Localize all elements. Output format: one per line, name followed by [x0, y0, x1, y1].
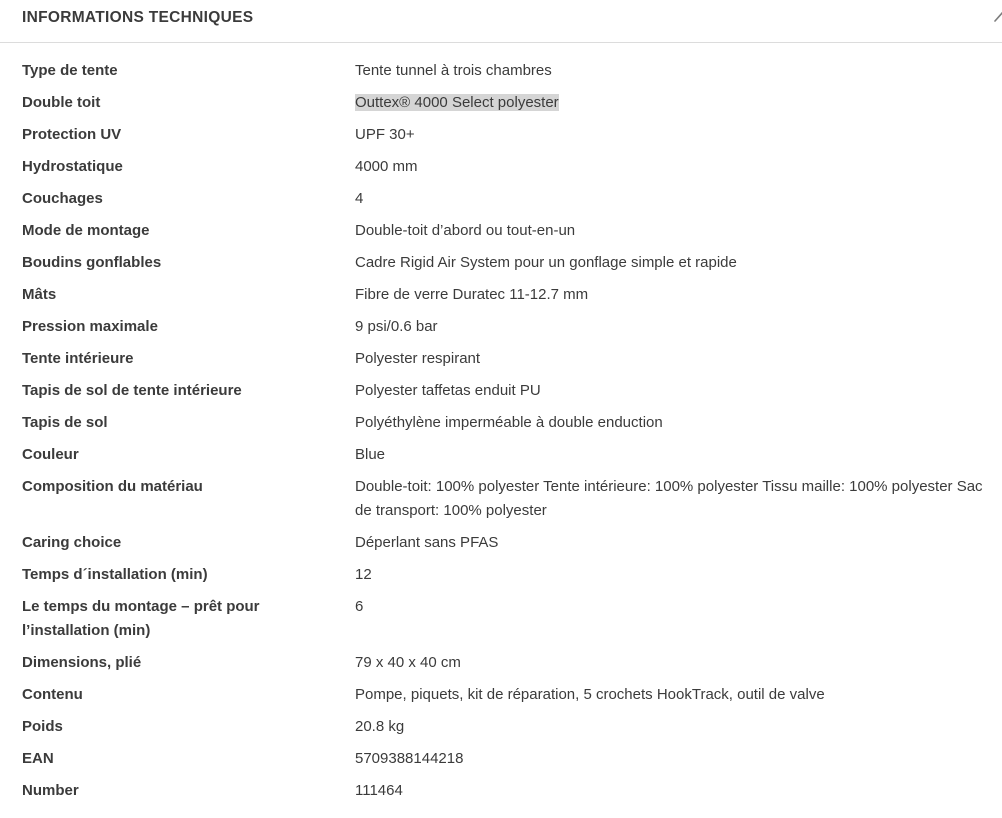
spec-table [0, 43, 1002, 803]
spec-value-text: Fibre de verre Duratec 11-12.7 mm [355, 286, 589, 303]
chevron-up-icon [992, 5, 1002, 27]
spec-label: Temps d´installation (min) [22, 566, 208, 583]
spec-row [0, 475, 1002, 523]
spec-value [355, 123, 1002, 147]
spec-row [0, 683, 1002, 707]
spec-value [355, 91, 1002, 115]
spec-row [0, 219, 1002, 243]
spec-value [355, 531, 1002, 555]
spec-label: Couleur [22, 446, 79, 463]
spec-label: Composition du matériau [22, 478, 203, 495]
spec-row [0, 315, 1002, 339]
spec-value-text: Blue [355, 446, 386, 463]
spec-value-text: Polyester respirant [355, 350, 481, 367]
spec-value [355, 59, 1002, 83]
spec-row [0, 779, 1002, 803]
spec-row [0, 379, 1002, 403]
spec-value [355, 563, 1002, 587]
section-header-toggle[interactable] [0, 0, 1002, 43]
spec-value-text: Double-toit d’abord ou tout-en-un [355, 222, 576, 239]
spec-row [0, 155, 1002, 179]
spec-value [355, 187, 1002, 211]
spec-value [355, 251, 1002, 275]
spec-label: Hydrostatique [22, 158, 123, 175]
spec-value [355, 347, 1002, 371]
section-title: INFORMATIONS TECHNIQUES [22, 9, 254, 26]
spec-value-text: Polyéthylène imperméable à double enduction [355, 414, 663, 431]
spec-label: Mâts [22, 286, 57, 303]
spec-value-text: 9 psi/0.6 bar [355, 318, 438, 335]
spec-label: Poids [22, 718, 63, 735]
spec-value [355, 379, 1002, 403]
spec-label: Contenu [22, 686, 83, 703]
spec-label: Number [22, 782, 79, 799]
spec-label: Tapis de sol de tente intérieure [22, 382, 242, 399]
spec-value-text: 4 [355, 190, 364, 207]
spec-value-text: 5709388144218 [355, 750, 464, 767]
spec-value-text: 12 [355, 566, 372, 583]
spec-label: Dimensions, plié [22, 654, 142, 671]
spec-value [355, 651, 1002, 675]
spec-value-text: 111464 [355, 782, 403, 799]
spec-row [0, 91, 1002, 115]
spec-value [355, 315, 1002, 339]
spec-row [0, 411, 1002, 435]
spec-label: Protection UV [22, 126, 122, 143]
spec-value-text: Polyester taffetas enduit PU [355, 382, 541, 399]
spec-value [355, 283, 1002, 307]
spec-row [0, 251, 1002, 275]
spec-label: Mode de montage [22, 222, 150, 239]
spec-row [0, 59, 1002, 83]
spec-row [0, 651, 1002, 675]
spec-value-text: 79 x 40 x 40 cm [355, 654, 461, 671]
spec-value-text: Tente tunnel à trois chambres [355, 62, 552, 79]
spec-row [0, 283, 1002, 307]
spec-label: Tapis de sol [22, 414, 108, 431]
spec-label: Type de tente [22, 62, 118, 79]
spec-row [0, 187, 1002, 211]
spec-value-text: Pompe, piquets, kit de réparation, 5 crochets HookTrack, outil de valve [355, 686, 825, 703]
spec-value-text: Cadre Rigid Air System pour un gonflage simple et rapide [355, 254, 737, 271]
spec-value [355, 683, 1002, 707]
spec-value-text: UPF 30+ [355, 126, 415, 143]
spec-value [355, 595, 1002, 643]
spec-label: EAN [22, 750, 54, 767]
spec-label: Caring choice [22, 534, 122, 551]
spec-value [355, 747, 1002, 771]
spec-row [0, 595, 1002, 643]
spec-row [0, 563, 1002, 587]
spec-value-text: Outtex® 4000 Select polyester [355, 94, 559, 111]
spec-row [0, 715, 1002, 739]
spec-value [355, 475, 1002, 523]
spec-value [355, 155, 1002, 179]
spec-value [355, 411, 1002, 435]
spec-value-text: Déperlant sans PFAS [355, 534, 499, 551]
spec-value [355, 779, 1002, 803]
spec-label: Tente intérieure [22, 350, 134, 367]
spec-label: Le temps du montage – prêt pour l’installation (min) [22, 598, 260, 639]
spec-value [355, 715, 1002, 739]
spec-value-text: 4000 mm [355, 158, 418, 175]
spec-value-text: 20.8 kg [355, 718, 405, 735]
spec-row [0, 443, 1002, 467]
spec-value-text: Double-toit: 100% polyester Tente intérieure: 100% polyester Tissu maille: 100% polyester Sac de transport: 100% polyester [355, 478, 983, 519]
spec-row [0, 123, 1002, 147]
spec-label: Double toit [22, 94, 101, 111]
spec-row [0, 531, 1002, 555]
spec-label: Couchages [22, 190, 103, 207]
spec-value [355, 443, 1002, 467]
spec-value-text: 6 [355, 598, 364, 615]
spec-row [0, 747, 1002, 771]
spec-value [355, 219, 1002, 243]
spec-row [0, 347, 1002, 371]
spec-label: Boudins gonflables [22, 254, 162, 271]
spec-label: Pression maximale [22, 318, 158, 335]
